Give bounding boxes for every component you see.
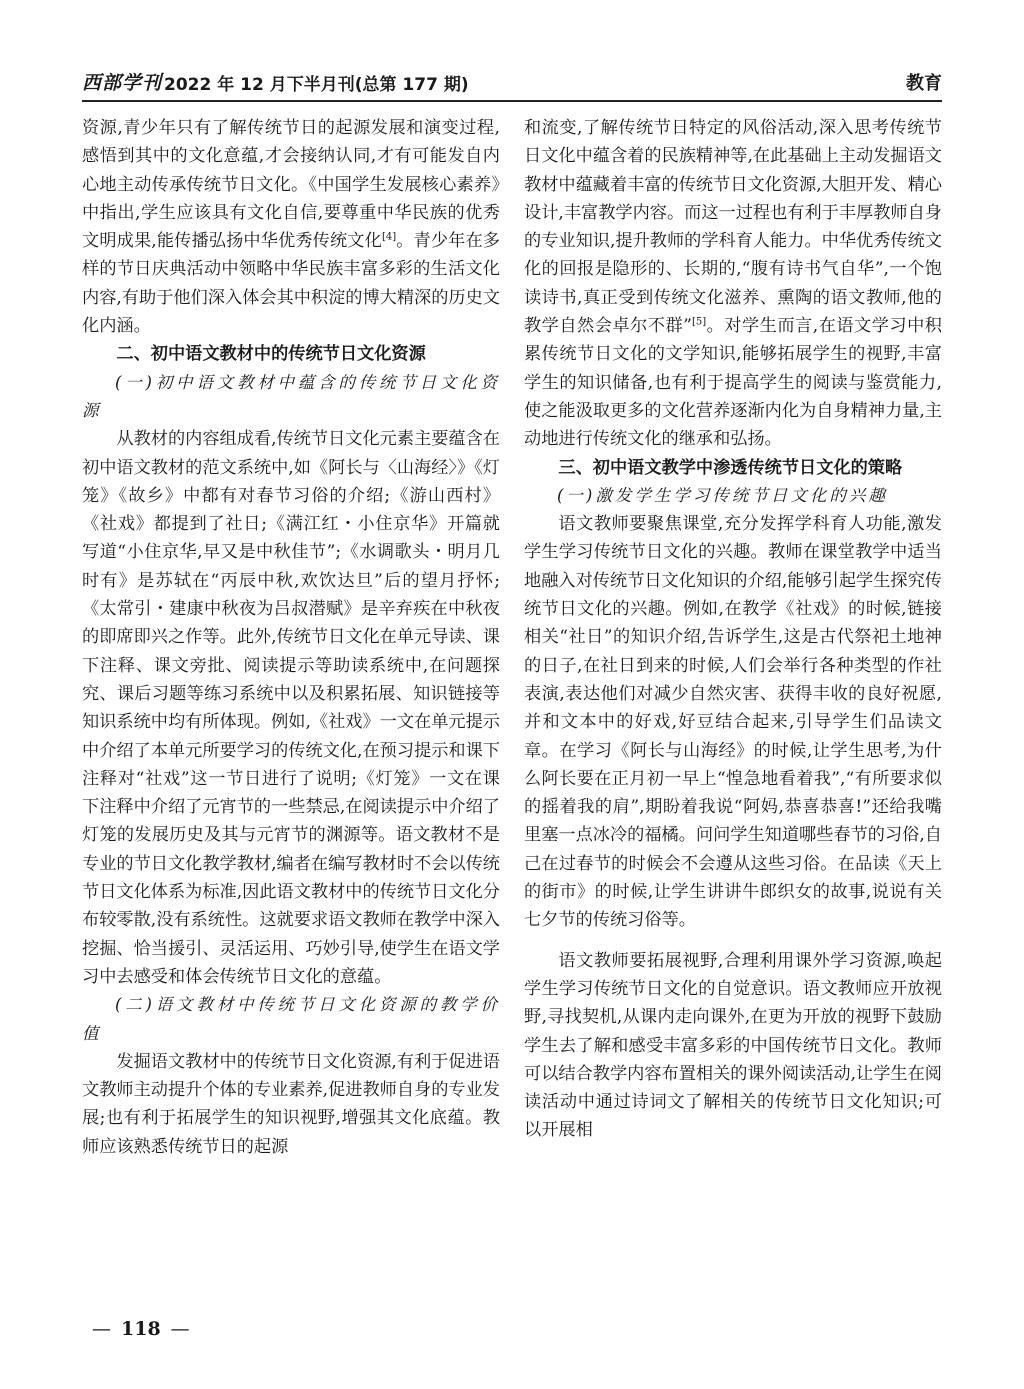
footer-dash: — — [170, 1318, 190, 1340]
paragraph: 语文教师要拓展视野,合理利用课外学习资源,唤起学生学习传统节日文化的自觉意识。语文教师应开放视野,寻找契机,从课内走向课外,在更为开放的视野下鼓励学生去了解和感受丰富多彩的中国传统节日文化。教师可以结合教学内容布置相关的课外阅读活动,让学生在阅读活动中通过诗词文了解相关的传统节日文化知识;可以开展相 — [524, 950, 942, 1141]
page-footer — [92, 1318, 190, 1340]
citation-ref: [4] — [381, 231, 397, 243]
paragraph — [524, 114, 942, 454]
paragraph: 发掘语文教材中的传统节日文化资源,有利于促进语文教师主动提升个体的专业素养,促进教师自身的专业发展;也有利于拓展学生的知识视野,增强其文化底蕴。教师应该熟悉传统节日的起源 — [82, 1051, 500, 1157]
paragraph-text: 。青少年在多样的节日庆典活动中领略中华民族丰富多彩的生活文化内容,有助于他们深入体会其中积淀的博大精深的历史文化内涵。 — [82, 231, 500, 337]
paragraph: 语文教师要聚焦课堂,充分发挥学科育人功能,激发学生学习传统节日文化的兴趣。教师在课堂教学中适当地融入对传统节日文化知识的介绍,能够引起学生探究传统节日文化的兴趣。例如,在教学《社戏》的时候,链接相关“社日”的知识介绍,告诉学生,这是古代祭祀土地神的日子,在社日到来的时候,人们会举行各种类型的作社表演,表达他们对减少自然灾害、获得丰收的良好祝愿,并和文本中的好戏,好豆结合起来,引导学生们品读文章。在学习《阿长与山海经》的时候,让学生思考,为什么阿长要在正月初一早上“惶急地看着我”,“有所要求似的摇着我的肩”,期盼着我说“阿妈,恭喜恭喜!”还给我嘴里塞一点冰冷的福橘。问问学生知道哪些春节的习俗,自己在过春节的时候会不会遵从这些习俗。在品读《天上的街市》的时候,让学生讲讲牛郎织女的故事,说说有关七夕节的传统习俗等。 — [524, 514, 942, 931]
paragraph: 从教材的内容组成看,传统节日文化元素主要蕴含在初中语文教材的范文系统中,如《阿长与〈山海经〉》《灯笼》《故乡》中都有对春节习俗的介绍;《游山西村》《社戏》都提到了社日;《满江红・小住京华》开篇就写道“小住京华,早又是中秋佳节”;《水调歌头・明月几时有》是苏轼在“丙辰中秋,欢饮达旦”后的望月抒怀;《太常引・建康中秋夜为吕叔潜赋》是辛弃疾在中秋夜的即席即兴之作等。此外,传统节日文化在单元导读、课下注释、课文旁批、阅读提示等助读系统中,在问题探究、课后习题等练习系统中以及积累拓展、知识链接等知识系统中均有所体现。例如,《社戏》一文在单元提示中介绍了本单元所要学习的传统文化,在预习提示和课下注释对“社戏”这一节日进行了说明;《灯笼》一文在课下注释中介绍了元宵节的一些禁忌,在阅读提示中介绍了灯笼的发展历史及其与元宵节的渊源等。语文教材不是专业的节日文化教学教材,编者在编写教材时不会以传统节日文化体系为标准,因此语文教材中的传统节日文化分布较零散,没有系统性。这就要求语文教师在教学中深入挖掘、恰当援引、灵活运用、巧妙引导,使学生在语文学习中去感受和体会传统节日文化的意蕴。 — [82, 429, 500, 987]
subsection-heading: (一)初中语文教材中蕴含的传统节日文化资源 — [82, 372, 500, 420]
journal-logo: 西部学刊 — [82, 72, 163, 94]
paragraph-text: 资源,青少年只有了解传统节日的起源发展和演变过程,感悟到其中的文化意蕴,才会接纳认同,才有可能发自内心地主动传承传统节日文化。《中国学生发展核心素养》中指出,学生应该具有文化自信,要尊重中华民族的优秀文明成果,能传播弘扬中华优秀传统文化 — [82, 118, 500, 252]
footer-dash: — — [92, 1318, 111, 1340]
left-column — [82, 114, 500, 1161]
header-left — [82, 68, 469, 100]
section-label: 教育 — [906, 73, 942, 94]
citation-ref: [5] — [691, 316, 707, 328]
running-header — [82, 64, 942, 102]
subsection-heading: (一)激发学生学习传统节日文化的兴趣 — [557, 485, 888, 505]
right-column — [524, 114, 942, 1145]
section-heading: 三、初中语文教学中渗透传统节日文化的策略 — [558, 457, 903, 478]
paragraph-text: 和流变,了解传统节日特定的风俗活动,深入思考传统节日文化中蕴含着的民族精神等,在此基础上主动发掘语文教材中蕴藏着丰富的传统节日文化资源,大胆开发、精心设计,丰富教学内容。而这一过程也有利于丰厚教师自身的专业知识,提升教师的学科育人能力。中华优秀传统文化的回报是隐形的、长期的,“腹有诗书气自华”,一个饱读诗书,真正受到传统文化滋养、熏陶的语文教师,他的教学自然会卓尔不群” — [524, 118, 942, 337]
paragraph-spacer — [524, 935, 942, 947]
paragraph-text: 。对学生而言,在语文学习中积累传统节日文化的文学知识,能够拓展学生的视野,丰富学生的知识储备,也有利于提高学生的阅读与鉴赏能力,使之能汲取更多的文化营养逐渐内化为自身精神力量,主动地进行传统文化的继承和弘扬。 — [524, 316, 942, 450]
paragraph — [82, 114, 500, 340]
issue-info: 2022 年 12 月下半月刊(总第 177 期) — [164, 75, 469, 95]
subsection-heading: (二)语文教材中传统节日文化资源的教学价值 — [82, 995, 500, 1043]
page-number: 118 — [121, 1318, 161, 1340]
section-heading: 二、初中语文教材中的传统节日文化资源 — [116, 344, 426, 365]
